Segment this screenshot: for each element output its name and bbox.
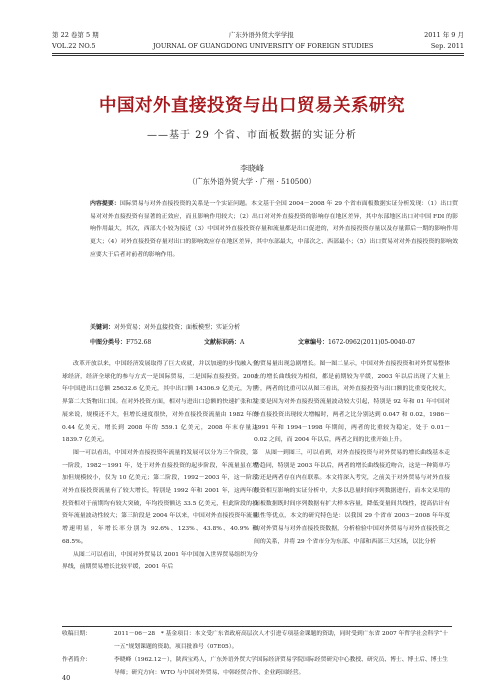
footnote-text: 李晓峰（1962.12－），陕西宝鸡人，广东外语外贸大学国际经济贸易学院国际经贸研究中心教授、研究员、博士、博士后、博士生导师；研究方向：WTO 与中国对外贸易、中韩经贸合作、企业跨国经营。 [114, 657, 449, 676]
document-code-value: A [240, 339, 245, 346]
volume-cn: 第 22 卷第 5 期 [52, 31, 99, 39]
body-paragraph: 的贸易量出现急剧增长。图一图二显示，中国对外直接投资和对外贸易整体上的增长曲线较为相似，都是前期较为平缓，2003 年以后出现了大量上升，两者的比重可以从图三看出，对外直接投资与出口额的比重变化较大，主要是因为对外直接投资流量波动较大引起，特别是 92 年和 01 年中国对外直接投资出现较大增幅时，两者之比分别达到 0.047 和 0.02，1986－1991 年和 1994－1998 年期间，两者的比重较为稳定，处于 0.01－0.02 之间，而 2004 年以后，两者之间的比重开始上升。 [254, 361, 450, 444]
footnote-tag: 收稿日期： [62, 631, 91, 637]
clc-label: 中图分类号： [90, 339, 127, 346]
journal-name-cn: 广东外语外贸大学学报 [228, 31, 294, 39]
header-row-cn [52, 30, 464, 39]
article-number-value: 1672-0962(2011)05-0040-07 [328, 339, 416, 346]
footnote-text: 2011－06－28 * 基金项目：本文受广东省政府高层次人才引进专项基金课题的资助，同时受到广东省 2007 年哲学社会科学“十一五”规划课题的资助，项目批准号（07E05）。 [114, 631, 448, 650]
footnote-tag: 作者简介： [62, 657, 91, 663]
footnotes [62, 628, 452, 680]
body-paragraph: 图一可以看出，中国对外直接投资年流量的发展可以分为三个阶段，第一阶段，1982－1991 年，处于对外直接投资的起步阶段，年流量虽在增加但规模较小，仅为 10 亿美元；第二阶段，1992－2003 年，这一阶段对外直接投资流量有了较大增长，特别是 1992 年和 2001 年，这两年的投资相对于前期均有较大突破，年均投资额达 33.5 亿美元，但此阶段的投资年流量波动性较大；第三阶段是 2004 年以来，中国对外直接投资年流量增速明显，年增长率分别为 92.6%、123%、43.8%、40.9% 和 68.5%。 [62, 449, 258, 545]
document-code [204, 337, 244, 346]
keywords [90, 322, 458, 331]
journal-name-en: JOURNAL OF GUANGDONG UNIVERSITY OF FOREIGN STUDIES [152, 42, 374, 50]
body-paragraph: 改革开放以来，中国经济发展取得了巨大成就，并以加速的步伐融入全球经济，经济全球化的参与方式一是国际贸易，二是国际直接投资。2008 年中国进出口总额 25632.6 亿美元，其中出口额 14306.9 亿美元，为世界第二大货物出口国。在对外投资方面，相对与进出口总额的快速扩张和发展来说，规模还不大，但增长速度很快，对外直接投资流量由 1982 年的 0.44 亿美元，增长到 2008 年的 559.1 亿美元，2008 年末存量达 1839.7 亿美元。 [62, 361, 258, 444]
author-name: 李晓峰 [240, 164, 264, 173]
keywords-label: 关键词： [90, 324, 115, 331]
body-column-right [254, 358, 450, 549]
abstract-label: 内容提要： [90, 201, 120, 207]
article-number-label: 文章编号： [298, 339, 329, 346]
header-rule-bottom [52, 55, 464, 56]
page-number: 40 [62, 674, 71, 682]
date-cn: 2011 年 9 月 [424, 31, 464, 39]
footnote-received [62, 628, 452, 654]
article-subtitle: ——基于 29 个省、市面板数据的实证分析 [146, 130, 358, 141]
body-column-left [62, 358, 258, 574]
body-paragraph: 从图二可以看出，中国对外贸易以 2001 年中国加入世界贸易组织为分界线，前期贸易增长比较平缓，2001 年后 [62, 551, 258, 571]
footnote-author-bio [62, 654, 452, 680]
clc-number [90, 337, 151, 346]
header-rule-top [52, 53, 464, 54]
article-number [298, 337, 415, 346]
header-row-en [52, 42, 464, 50]
footnote-rule [62, 626, 452, 627]
author-affiliation: （广东外语外贸大学 · 广州 · 510500） [188, 177, 316, 186]
abstract-text: 国际贸易与对外直接投资的关系是一个实证问题。本文基于全国 2004－2008 年 29 个省市面板数据实证分析发现：（1）出口贸易对对外直接投资有显著的正效应，而且影响作用较大；（2）出口对对外直接投资的影响存在地区差异，其中东部地区出口对中国 FDI 的影响作用最大，其次，西部大小较为接近（3）中国对外直接投资存量和流量都是出口促进的，对外直接投资存量以及存量滞后一期的影响作用更大；（4）对外直接投资存量对出口的影响效应存在地区差异，其中东部最大，中部次之、西部最小；（5）出口贸易对对外直接投资的影响效应要大于后者对前者的影响作用。 [90, 201, 459, 258]
keywords-text: 对外贸易；对外直接投资；面板模型；实证分析 [114, 324, 241, 331]
abstract [90, 198, 458, 262]
document-code-label: 文献标识码： [204, 339, 241, 346]
clc-value: F752.68 [126, 339, 152, 346]
date-en: Sep. 2011 [430, 42, 464, 50]
body-paragraph: 从图一到图三，可以看到，对外直接投资与对外贸易的增长曲线基本走势趋同，特别是 2003 年以后，两者的增长曲线接近吻合，这是一种简单巧合还是两者存在内在联系。本文将深入考究，之前关于对外贸易与对外直接投资相互影响的实证分析中，大多以总量时间序列数据进行，而本文采用的面板数据既时间序列数据有扩大样本容量，降低变量间共线性，提高估计有限性等优点，本文的研究特色是：以我国 29 个省市 2003－2008 年年度的对外贸易与对外直接投资数据，分析检验中国对外贸易与对外直接投资之间的关系，并将 29 个省市分为东部、中部和西部三大区域，以比分析 [254, 449, 450, 545]
article-title: 中国对外直接投资与出口贸易关系研究 [99, 96, 405, 116]
volume-en: VOL.22 NO.5 [52, 42, 96, 50]
